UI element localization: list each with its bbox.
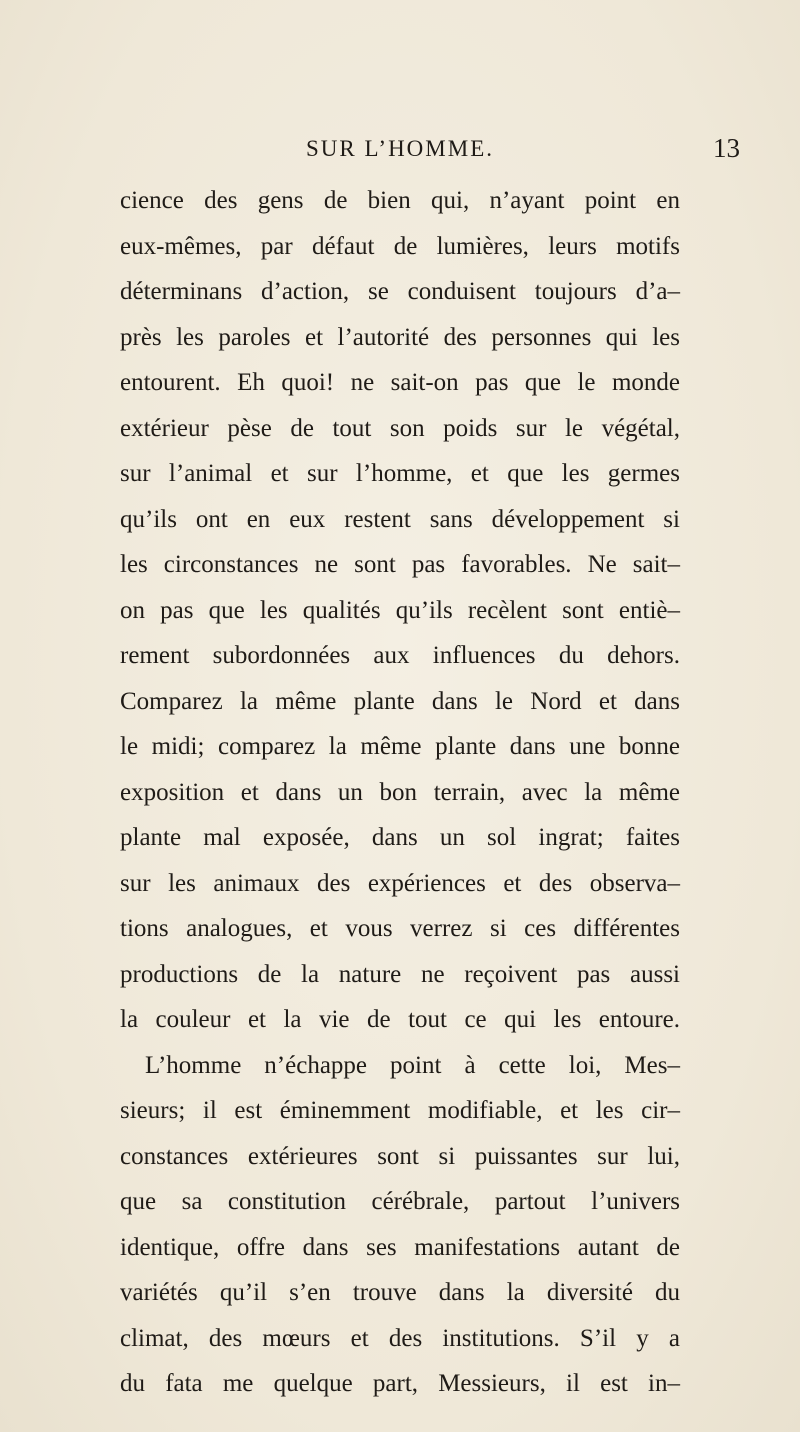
text-line: constances extérieures sont si puissantes sur lui, — [120, 1142, 680, 1170]
text-line: rement subordonnées aux influences du dehors. — [120, 642, 680, 669]
text-line: qu’ils ont en eux restent sans développement si — [120, 505, 680, 533]
text-line: climat, des mœurs et des institutions. S’il y a — [120, 1324, 680, 1352]
text-line: le midi; comparez la même plante dans une bonne — [120, 733, 680, 760]
text-line: sieurs; il est éminemment modifiable, et les cir– — [120, 1097, 680, 1124]
text-line: déterminans d’action, se conduisent toujours d’a– — [120, 278, 680, 305]
paragraph-start-line: L’homme n’échappe point à cette loi, Mes– — [145, 1051, 680, 1079]
text-line: sur l’animal et sur l’homme, et que les germes — [120, 460, 680, 487]
text-line: identique, offre dans ses manifestations autant de — [120, 1233, 680, 1261]
text-line: près les paroles et l’autorité des personnes qui les — [120, 323, 680, 351]
running-title: SUR L’HOMME. — [305, 136, 494, 161]
body-text — [120, 178, 680, 1407]
text-line: la couleur et la vie de tout ce qui les entoure. — [120, 1006, 680, 1033]
text-line: tions analogues, et vous verrez si ces différentes — [120, 915, 680, 942]
text-line: cience des gens de bien qui, n’ayant point en — [120, 187, 680, 214]
text-line: les circonstances ne sont pas favorables. Ne sait– — [120, 551, 680, 578]
text-line: eux-mêmes, par défaut de lumières, leurs motifs — [120, 232, 680, 260]
running-head — [60, 133, 740, 168]
text-line: plante mal exposée, dans un sol ingrat; faites — [120, 824, 680, 851]
text-line: extérieur pèse de tout son poids sur le végétal, — [120, 414, 680, 442]
text-line: Comparez la même plante dans le Nord et dans — [120, 687, 680, 715]
text-line: que sa constitution cérébrale, partout l’univers — [120, 1188, 680, 1215]
page-number: 13 — [713, 133, 740, 163]
text-line: productions de la nature ne reçoivent pas aussi — [120, 960, 680, 988]
text-line: variétés qu’il s’en trouve dans la diversité du — [120, 1279, 680, 1306]
text-line: entourent. Eh quoi! ne sait-on pas que le monde — [120, 369, 680, 396]
text-line: exposition et dans un bon terrain, avec la même — [120, 778, 680, 806]
text-line: sur les animaux des expériences et des observa– — [120, 869, 680, 897]
text-line: du fata me quelque part, Messieurs, il est in– — [120, 1370, 680, 1397]
text-line: on pas que les qualités qu’ils recèlent sont entiè– — [120, 596, 680, 624]
